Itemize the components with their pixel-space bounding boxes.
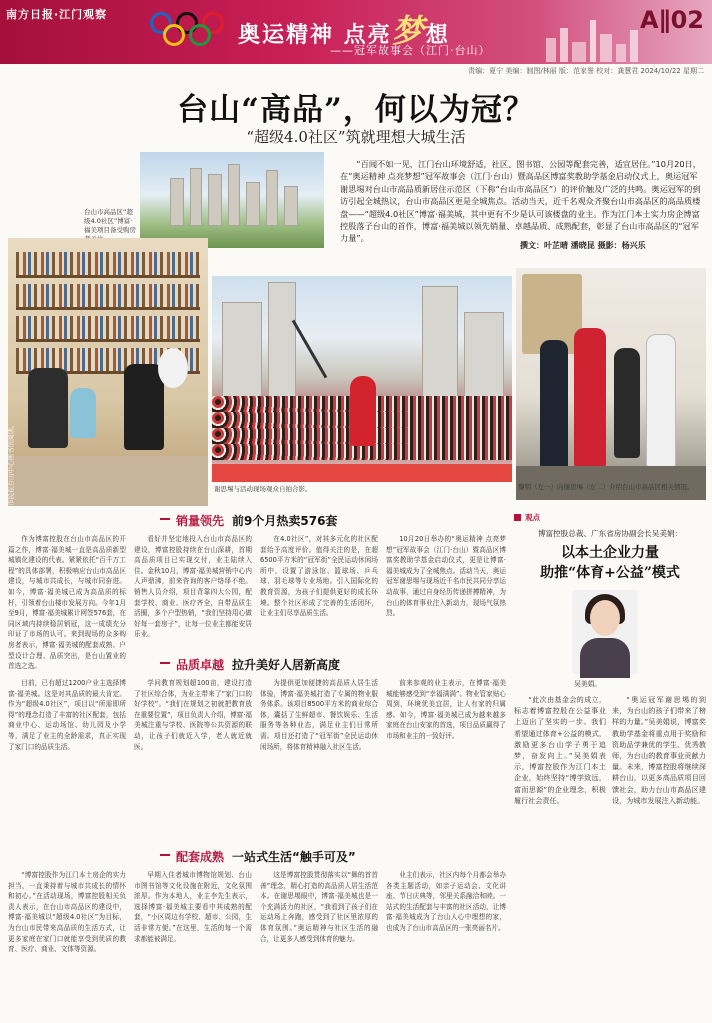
main-headline: 台山“高品”，何以为冠？ — [177, 92, 535, 128]
article-column: 在4.0社区”，对其多元化的社区配套给予高度评价。值得关注的是，在超6500平方米的“冠军街”全民运动休闲场所中，设置了游泳馆、篮球场、乒乓球、羽毛球等专业场地。引入国际化的教育资源，为孩子们提供更好的成长环境。整个社区形成了完善的生活闭环，让业主们尽享品质生活。 — [260, 535, 378, 618]
opinion-tag: 观点 — [514, 512, 540, 523]
section-heading-amenities-tag: 配套成熟 — [176, 850, 225, 864]
portrait-caption: 吴美娟。 — [574, 680, 602, 688]
article-column: 业主们表示，社区内每个月都会举办各类主题活动，如亲子运动会、文化讲座、节日庆典等，邻里关系融洽和睦。一站式的生活配套与丰富的社区活动，让博富·福美城成为了台山人心中理想的家，也成为了台山市高品区的一张亮丽名片。 — [386, 871, 506, 932]
section-heading-sales-text: 前9个月热卖576套 — [232, 514, 338, 528]
opinion-speaker: 博富控股总裁、广东省房协副会长吴美娟： — [537, 529, 683, 538]
photo-library-reading — [8, 238, 208, 506]
article-column: 作为博富控股在台山市高品区的开篇之作，博富·福美城一直是高品质新型城镇化建设的代表。紧紧依托“百千万工程”的具体部署，积极响应台山市高品区建设，与城市共成长，与城市同奋进。如今，博富·福美城已成为高品质的标杆，引领着台山楼市发展方向。今年1月至9月，博富·福美城累计网签576套，在同区域内持续稳居销冠，这一成绩充分印证了市场的认可。来到现场的众多购房者表示，博富·福美城的配套成熟、户型设计合理、品质突出，是台山置业的首选之选。 — [8, 535, 126, 671]
olympic-rings-icon — [150, 12, 226, 52]
masthead-title-a: 奥运精神 点亮 — [238, 23, 392, 48]
masthead-subtitle: ——冠军故事会（江门·台山） — [330, 44, 491, 57]
section-heading-quality — [176, 656, 340, 673]
photo-project-tour — [516, 268, 706, 500]
newspaper-brand: 南方日报·江门观察 — [6, 8, 108, 21]
photo-high-rise-community — [140, 152, 324, 248]
section-heading-amenities — [176, 848, 356, 865]
article-column: “博富控股作为江门本土房企的实力担当，一直秉持着与城市共成长的情怀和初心。”在活动现场，博富控股相关负责人表示，在台山市高品区的建设中，博富·福美城以“超级4.0社区”为目标，为台山市民带来高品质的生活方式，让更多家庭在家门口就能享受到优质的教育、医疗、商业、文体等资源。 — [8, 871, 126, 954]
opinion-column: “此次由基金会的成立，标志着博富控股在公益事业上迈出了坚实的一步。我们希望通过体育+公益的模式，激励更多台山学子勇于追梦，奋发向上。”吴美娟表示，博富控股作为江门本土企业，始终坚持“博学致远，富而思源”的企业理念，积极履行社会责任。 — [514, 695, 606, 805]
article-byline: 撰文：叶芷晴 潘晓昆 摄影：杨兴乐 — [520, 241, 646, 250]
page-number: A∥02 — [640, 6, 704, 34]
photo-caption-library: 市民在台山中心图书馆阅读。 — [7, 421, 15, 506]
lead-paragraph: “百闻不如一见，江门台山环境舒适，社区、图书馆、公园等配套完善，适宜居住。”10月20日，在“奥运精神 点亮梦想”冠军故事会（江门·台山）暨高品区博富奖教助学基金启动仪式上，奥运冠军谢思埸对台山市高品质新居住示范区（下称“台山市高品区”）的评价触及广泛的共鸣。奥运冠军的到访引起全城热议，台山市高品区更是全城焦点。活动当天，近千名观众齐聚台山市高品区的高品质楼盘——“超级4.0社区”博富·福美城，其中更有不少是认可该楼盘的业主。作为江门本土实力房企博富控股落子台山的首作，博富·福美城以领先销量、卓越品质、成熟配套，彰显了台山市高品区的“冠军力量”。 — [340, 159, 701, 244]
city-skyline-icon — [542, 16, 652, 62]
opinion-title-line1: 以本土企业力量 — [561, 545, 659, 561]
photo-caption-crowd: 谢思埸与活动现场观众自拍合影。 — [214, 485, 312, 493]
section-heading-amenities-text: 一站式生活“触手可及” — [232, 850, 356, 864]
section-heading-quality-text: 拉升美好人居新高度 — [232, 658, 341, 672]
article-column: 这是博富控股贯彻落实以“舞的首首善”理念，精心打造的高品质人居生活范本。在谢思埸眼中，博富·福美城也是一个充满活力的社区，“我看到了孩子们在运动场上奔跑，感受到了社区里浓厚的体育氛围。”奥运精神与社区生活的融合，让更多人感受到体育的魅力。 — [260, 871, 378, 943]
article-column: 10月20日举办的“奥运精神 点亮梦想”冠军故事会（江门·台山）暨高品区博富奖教助学基金启动仪式，更是让博富·福美城成为了全城焦点。活动当天，奥运冠军谢思埸与现场近千名市民共同分享运动故事，通过自身经历传递拼搏精神，为台山的体育事业注入新动力，现场气氛热烈。 — [386, 535, 506, 618]
article-column: 看好并坚定地投入台山市高品区的建设，博富控股持续在台山深耕，首期高品质项目已实现交付，业主陆续入住。金秋10月，博富·福美城营销中心内人声鼎沸，前来咨询的客户络绎不绝。销售人员介绍，项目背靠四大公园，配套学校、商业、医疗齐全，自带品质生活圈，多个户型热销，“我们坚持用心做好每一套房子”，让每一位业主都能安居乐业。 — [134, 535, 252, 639]
sub-headline: “超级4.0社区”筑就理想大城生活 — [246, 128, 466, 146]
opinion-column: “奥运冠军谢思埸的到来，为台山的孩子们带来了榜样的力量。”吴美娟说，博富奖教助学基金将重点用于奖励和资助品学兼优的学生、优秀教师，为台山的教育事业贡献力量。未来，博富控股将继续深耕台山，以更多高品质项目回馈社会，助力台山市高品区建设，为城市发展注入新动能。 — [612, 695, 706, 805]
article-column: 早期入住者城市博物馆规划、台山市图书馆等文化设施在附近，文化氛围浓厚。作为本地人，业主李先生表示，选择博富·福美城主要看中其成熟的配套，“小区周边有学校、超市、公园，生活非常方便。”在这里，生活的每一个需求都能被满足。 — [134, 871, 252, 943]
section-heading-sales — [176, 512, 337, 529]
section-heading-quality-tag: 品质卓越 — [176, 658, 225, 672]
article-column: 为提供更加便捷的高品质人居生活体验，博富·福美城打造了专属的物业服务体系。该项目8500平方米的商业综合体，囊括了生鲜超市、餐饮娱乐、生活服务等各种业态，满足业主们日常所需。项目还打造了“冠军街”全民运动休闲场所，将体育精神融入社区生活。 — [260, 679, 378, 751]
photo-crowd-selfie — [212, 276, 512, 482]
article-column: 学问教育规划超100亩，建设打造了社区综合体，为业主带来了“家门口的好学校”。“我们在规划之初就把教育放在重要位置”，项目负责人介绍，博富·福美城注重与学校、医院等公共资源的联动，让孩子们就近入学，老人就近就医。 — [134, 679, 252, 751]
masthead-banner — [0, 0, 712, 64]
article-column: 前来参观的业主表示，在博富·福美城能够感受到“幸福满满”。物业管家贴心周到，环境优美宜居，让人有家的归属感。如今，博富·福美城已成为越来越多家庭在台山安家的首选，项目品质赢得了市场和业主的一致好评。 — [386, 679, 506, 740]
photo-caption-tour: 黎明（左一）向谢思埸（左二）介绍台山市高品区相关情况。 — [518, 483, 694, 491]
page-credits: 责编：夏宁 美编：制图/林丽 版：范家誉 校对：龚慧君 2024/10/22 星期二 — [468, 67, 704, 75]
opinion-title-line2: 助推“体育+公益”模式 — [540, 565, 680, 581]
section-heading-sales-tag: 销量领先 — [176, 514, 225, 528]
photo-caption-community: 台山市高品区“超级4.0社区”博富·福美项目备受购房 — [84, 208, 136, 234]
speaker-portrait — [572, 590, 638, 674]
masthead-title-b: 想 — [425, 23, 450, 48]
masthead-title-dream: 梦 — [391, 12, 426, 50]
article-column: 目前，已有超过1200户业主选择博富·福美城。这是对其品质的最大肯定。作为“超级4.0社区”，项目以“所需即所得”的理念打造了丰富的社区配套，包括商业中心、运动场馆、幼儿园及小学等，满足了业主的全龄需求，真正实现了家门口的品质生活。 — [8, 679, 126, 751]
